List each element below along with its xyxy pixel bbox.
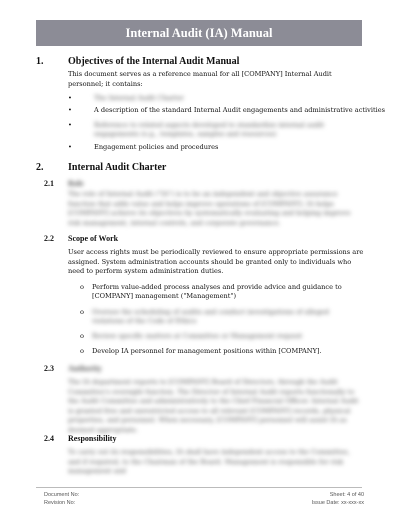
list-item: • Engagement policies and procedures [68,143,219,151]
section-number: 1. [36,56,44,67]
footer-divider [36,487,362,488]
subsection-title: Scope of Work [68,234,119,243]
section-number: 2. [36,162,44,173]
circle-bullet-icon: o [80,308,84,316]
subsection-number: 2.4 [44,434,54,443]
list-item: o Oversee the scheduling of audits and conduct investigations of alleged violations of the Code of Ethics [80,308,329,325]
circle-bullet-icon: o [80,332,84,340]
subsection-body: The IA department reports to [COMPANY] Board of Directors, through the Audit Committee's oversight function. The Director of Internal Audit reports functionally to the Audit Committee and administratively to the Chief Financial Officer. Internal Audit is granted free and unrestricted access to all relevant [COMPANY] records, physical properties, and personnel. When necessary, [COMPANY] personnel will assist IA as deemed appropriate. [68,378,359,434]
section-1-intro: This document serves as a reference manual for all [COMPANY] Internal Audit personnel; it contains: [68,70,332,88]
subsection-title: Role [68,179,84,188]
subsection-number: 2.3 [44,364,54,373]
document-number: Document No: [44,492,80,498]
bullet-icon: • [68,94,72,102]
subsection-title: Responsibility [68,434,117,443]
revision-number: Revision No: [44,500,76,506]
bullet-icon: • [68,143,72,151]
sheet-number: Sheet: 4 of 40 [329,492,364,498]
subsection-title: Authority [68,364,102,373]
circle-bullet-icon: o [80,347,84,355]
list-item: o Develop IA personnel for management positions within [COMPANY]. [80,347,322,355]
subsection-number: 2.1 [44,179,54,188]
subsection-body: To carry out its responsibilities, IA shall have independent access to the Committee, and if required, to the Chairman of the Board. Management is responsible for risk management and [68,448,350,475]
list-item: o Perform value-added process analyses and provide advice and guidance to [COMPANY] management ("Management") [80,283,342,300]
subsection-body: The role of Internal Audit ("IA") is to be an independent and objective assurance function that adds value and helps improve operations of [COMPANY]. IA helps [COMPANY] achieve its objectives by systematically evaluating and helping improve risk management, internal controls, and corporate governance. [68,190,351,227]
page-title: Internal Audit (IA) Manual [36,20,362,46]
subsection-number: 2.2 [44,234,54,243]
list-item: • A description of the standard Internal Audit engagements and administrative activities [68,106,386,114]
section-title: Objectives of the Internal Audit Manual [68,56,240,67]
list-item: • The Internal Audit Charter [68,94,184,102]
issue-date: Issue Date: xx-xxx-xx [311,500,364,506]
bullet-icon: • [68,121,72,129]
bullet-icon: • [68,106,72,114]
list-item: o Review specific matters at Committee or Management request [80,332,303,340]
list-item: • Reference to related aspects developed to standardize internal audit engagements (e.g., templates, samples and resources) [68,121,325,138]
section-title: Internal Audit Charter [68,162,167,173]
subsection-body: User access rights must be periodically reviewed to ensure appropriate permissions are assigned. System administration accounts should be granted only to individuals who need to perform system administration duties. [68,248,364,275]
circle-bullet-icon: o [80,283,84,291]
